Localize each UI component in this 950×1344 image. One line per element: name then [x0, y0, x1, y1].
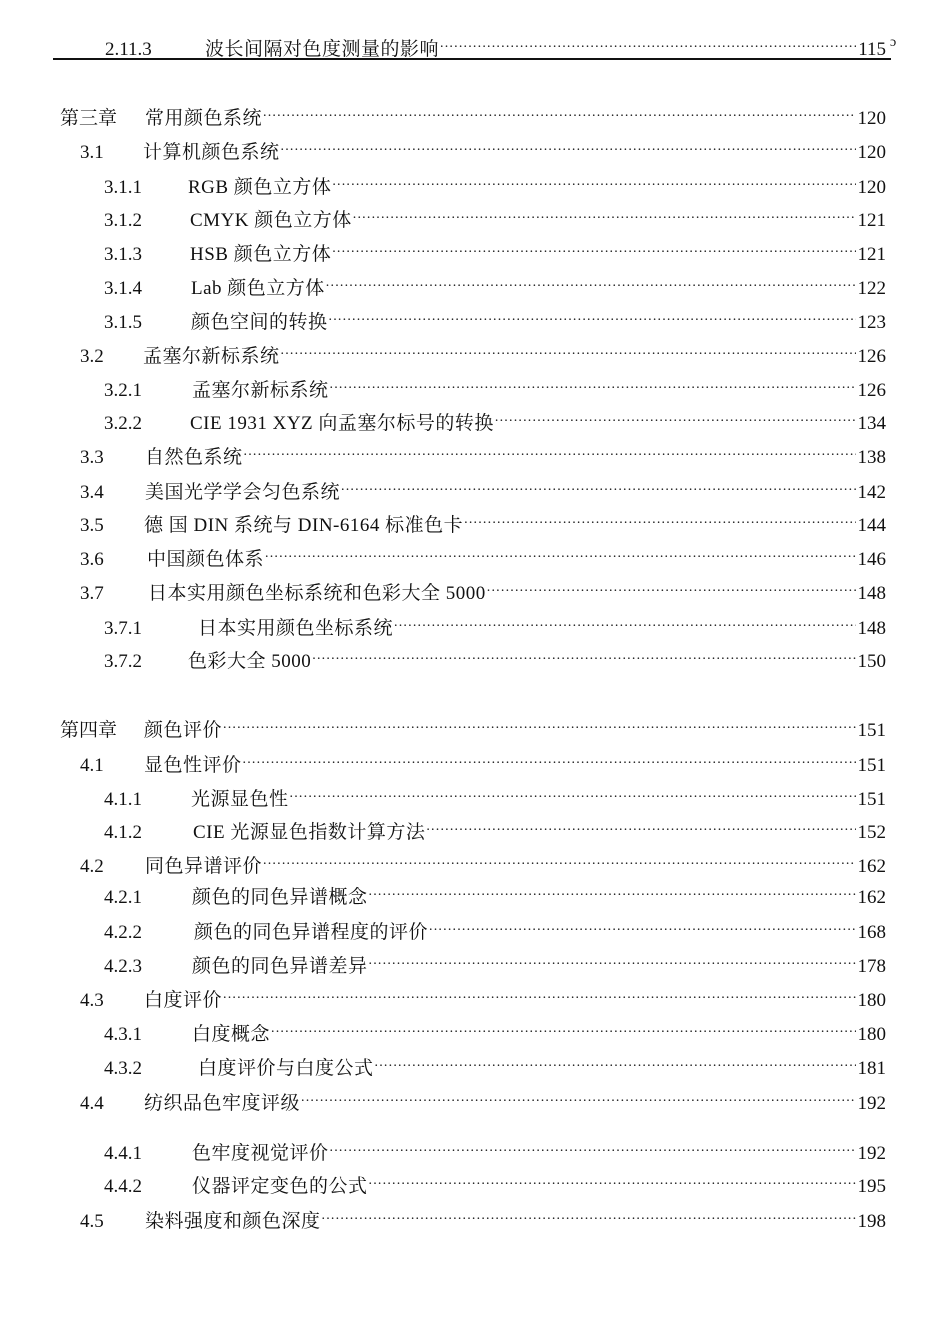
dot-leader: [263, 848, 855, 872]
toc-entry-number: 3.1.4: [104, 278, 142, 299]
toc-entry-page: 138: [857, 447, 886, 468]
dot-leader: [301, 1085, 855, 1109]
toc-entry-number: 4.3.1: [104, 1024, 142, 1045]
toc-entry-title: 日本实用颜色坐标系统和色彩大全 5000: [148, 583, 486, 604]
toc-entry-number: 3.1.2: [104, 210, 142, 231]
toc-subsection: [104, 1135, 886, 1166]
dot-leader: [341, 474, 855, 498]
toc-entry-title: 日本实用颜色坐标系统: [198, 618, 394, 639]
toc-section: [80, 982, 886, 1013]
dot-leader: [263, 100, 855, 124]
toc-entry-title: 颜色的同色异谱概念: [192, 887, 368, 908]
dot-leader: [353, 202, 856, 226]
toc-entry-number: 4.4: [80, 1093, 104, 1114]
toc-entry-page: 144: [857, 515, 886, 536]
toc-entry-page: 151: [857, 720, 886, 741]
toc-entry-title: RGB 颜色立方体: [188, 177, 332, 198]
toc-entry-number: 3.1.5: [104, 312, 142, 333]
toc-entry-page: 162: [857, 856, 886, 877]
toc-entry-page: 178: [857, 956, 886, 977]
toc-entry-title: 纺织品色牢度评级: [144, 1093, 301, 1114]
toc-entry-title: 同色异谱评价: [145, 856, 263, 877]
toc-entry-title: CMYK 颜色立方体: [190, 210, 352, 231]
toc-entry-title: CIE 1931 XYZ 向孟塞尔标号的转换: [190, 413, 494, 434]
toc-entry-number: 3.2.2: [104, 413, 142, 434]
toc-subsection: [104, 643, 886, 674]
toc-entry-number: 3.6: [80, 549, 104, 570]
toc-entry-page: 134: [857, 413, 886, 434]
dot-leader: [290, 781, 856, 805]
toc-entry-page: 168: [857, 922, 886, 943]
dot-leader: [440, 31, 856, 55]
toc-entry-title: 显色性评价: [144, 755, 242, 776]
toc-entry-title: 颜色的同色异谱差异: [192, 956, 368, 977]
toc-entry-title: 白度评价与白度公式: [198, 1058, 374, 1079]
toc-section: [80, 474, 886, 505]
dot-leader: [426, 814, 855, 838]
toc-entry-number: 4.2.3: [104, 956, 142, 977]
toc-entry-title: 中国颜色体系: [147, 549, 265, 570]
toc-subsection: [104, 236, 886, 267]
toc-entry-page: 198: [857, 1211, 886, 1232]
toc-entry-page: 142: [857, 482, 886, 503]
dot-leader: [243, 747, 856, 771]
header-rule: [53, 58, 891, 60]
toc-subsection: [104, 781, 886, 812]
toc-entry-title: 颜色评价: [144, 720, 223, 741]
toc-entry-page: 121: [857, 244, 886, 265]
toc-section: [80, 541, 886, 572]
toc-section: [80, 507, 886, 538]
toc-entry-page: 146: [857, 549, 886, 570]
toc-entry-title: 波长间隔对色度测量的影响: [205, 39, 440, 60]
dot-leader: [271, 1016, 855, 1040]
toc-entry-page: 180: [857, 990, 886, 1011]
toc-entry-title: 仪器评定变色的公式: [192, 1176, 368, 1197]
toc-subsection: [104, 372, 886, 403]
toc-entry-title: 孟塞尔新标系统: [143, 346, 280, 367]
dot-leader: [281, 134, 856, 158]
toc-entry-page: 150: [857, 651, 886, 672]
toc-entry-number: 第四章: [60, 720, 118, 741]
toc-section: [80, 848, 886, 879]
dot-leader: [223, 982, 855, 1006]
toc-chapter: [60, 712, 886, 743]
toc-entry-page: 148: [857, 583, 886, 604]
toc-subsection: [104, 1050, 886, 1081]
dot-leader: [369, 1168, 856, 1192]
toc-entry-page: 162: [857, 887, 886, 908]
toc-entry-page: 151: [857, 755, 886, 776]
toc-subsection: [104, 914, 886, 945]
toc-section: [80, 1203, 886, 1234]
toc-entry-number: 3.7: [80, 583, 104, 604]
toc-entry-title: 自然色系统: [145, 447, 243, 468]
toc-entry-number: 3.1: [80, 142, 104, 163]
toc-entry-title: 光源显色性: [191, 789, 289, 810]
toc-entry-page: 181: [857, 1058, 886, 1079]
toc-entry-page: 151: [857, 789, 886, 810]
dot-leader: [394, 610, 855, 634]
toc-entry-number: 4.2.1: [104, 887, 142, 908]
toc-entry-number: 4.2: [80, 856, 104, 877]
toc-entry-number: 4.1: [80, 755, 104, 776]
toc-entry-title: 孟塞尔新标系统: [192, 380, 329, 401]
dot-leader: [329, 304, 856, 328]
toc-entry-number: 3.1.1: [104, 177, 142, 198]
toc-entry-page: 152: [857, 822, 886, 843]
toc-entry-number: 4.3.2: [104, 1058, 142, 1079]
toc-entry-number: 4.4.2: [104, 1176, 142, 1197]
toc-entry-title: HSB 颜色立方体: [190, 244, 332, 265]
toc-entry-title: Lab 颜色立方体: [191, 278, 325, 299]
toc-section: [80, 1085, 886, 1116]
toc-entry-title: 颜色空间的转换: [191, 312, 328, 333]
toc-subsection: [104, 814, 886, 845]
toc-subsection: [104, 948, 886, 979]
toc-entry-title: 颜色的同色异谱程度的评价: [194, 922, 429, 943]
toc-entry-page: 148: [857, 618, 886, 639]
dot-leader: [265, 541, 855, 565]
dot-leader: [375, 1050, 856, 1074]
toc-chapter: [60, 100, 886, 131]
toc-entry-number: 3.3: [80, 447, 104, 468]
toc-entry-number: 3.2: [80, 346, 104, 367]
toc-entry-title: 常用颜色系统: [145, 108, 263, 129]
toc-section: [80, 134, 886, 165]
toc-subsection: [104, 304, 886, 335]
toc-entry-title: CIE 光源显色指数计算方法: [193, 822, 426, 843]
toc-entry-title: 白度概念: [192, 1024, 271, 1045]
toc-entry-page: 192: [857, 1093, 886, 1114]
toc-entry-page: 126: [857, 346, 886, 367]
toc-entry-page: 126: [857, 380, 886, 401]
dot-leader: [464, 507, 855, 531]
toc-entry-number: 4.1.1: [104, 789, 142, 810]
dot-leader: [223, 712, 855, 736]
toc-section: [80, 338, 886, 369]
toc-entry-page: 120: [857, 142, 886, 163]
dot-leader: [312, 643, 855, 667]
toc-entry-number: 3.1.3: [104, 244, 142, 265]
toc-subsection: [104, 610, 886, 641]
toc-entry-page: 180: [857, 1024, 886, 1045]
toc-entry-number: 3.5: [80, 515, 104, 536]
toc-entry-page: 195: [857, 1176, 886, 1197]
toc-entry-title: 白度评价: [144, 990, 223, 1011]
toc-entry-page: 192: [857, 1143, 886, 1164]
dot-leader: [332, 169, 855, 193]
toc-entry-page: 120: [857, 177, 886, 198]
toc-entry-title: 色牢度视觉评价: [192, 1143, 329, 1164]
dot-leader: [330, 372, 856, 396]
dot-leader: [487, 575, 856, 599]
toc-subsection: [104, 169, 886, 200]
toc-entry-number: 3.2.1: [104, 380, 142, 401]
toc-entry-number: 4.3: [80, 990, 104, 1011]
toc-entry-title: 德 国 DIN 系统与 DIN-6164 标准色卡: [144, 515, 464, 536]
toc-entry-number: 3.7.1: [104, 618, 142, 639]
toc-entry-number: 4.4.1: [104, 1143, 142, 1164]
toc-subsection: [104, 1016, 886, 1047]
toc-entry-number: 第三章: [60, 108, 118, 129]
toc-entry-number: 2.11.3: [105, 39, 152, 60]
toc-entry-page: 121: [857, 210, 886, 231]
dot-leader: [369, 948, 856, 972]
dot-leader: [429, 914, 855, 938]
toc-entry-number: 3.4: [80, 482, 104, 503]
toc-entry-number: 4.1.2: [104, 822, 142, 843]
dot-leader: [281, 338, 856, 362]
dot-leader: [332, 236, 855, 260]
dot-leader: [369, 879, 856, 903]
toc-subsection: [104, 270, 886, 301]
toc-section: [80, 575, 886, 606]
toc-subsection: [104, 879, 886, 910]
toc-entry-number: 4.2.2: [104, 922, 142, 943]
stray-mark: ɔ: [890, 35, 897, 50]
dot-leader: [244, 439, 856, 463]
toc-subsection: [104, 405, 886, 436]
dot-leader: [330, 1135, 856, 1159]
toc-entry-page: 115: [858, 39, 886, 60]
toc-entry-page: 120: [857, 108, 886, 129]
toc-entry-title: 色彩大全 5000: [188, 651, 312, 672]
toc-subsection: [104, 202, 886, 233]
toc-entry-title: 计算机颜色系统: [143, 142, 280, 163]
dot-leader: [322, 1203, 856, 1227]
toc-entry-page: 123: [857, 312, 886, 333]
dot-leader: [495, 405, 856, 429]
toc-entry-number: 4.5: [80, 1211, 104, 1232]
toc-entry-title: 美国光学学会匀色系统: [145, 482, 341, 503]
toc-entry-title: 染料强度和颜色深度: [145, 1211, 321, 1232]
toc-entry-number: 3.7.2: [104, 651, 142, 672]
toc-section: [80, 439, 886, 470]
toc-subsection: [104, 1168, 886, 1199]
dot-leader: [326, 270, 856, 294]
toc-section: [80, 747, 886, 778]
toc-entry-page: 122: [857, 278, 886, 299]
